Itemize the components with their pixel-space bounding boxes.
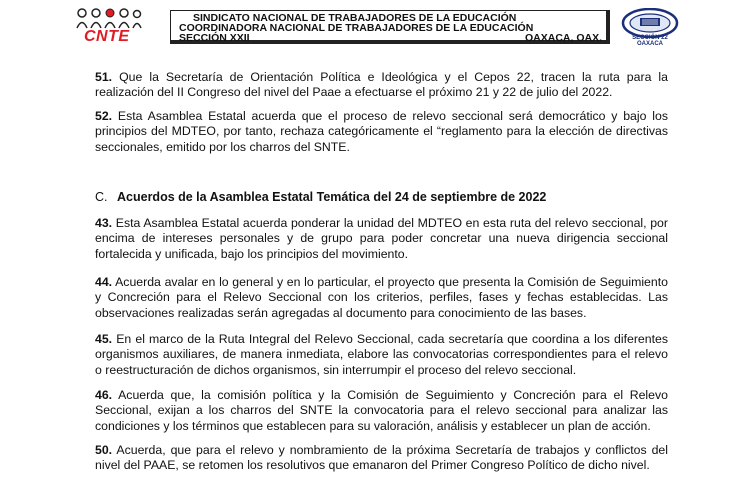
seal-caption: SECCIÓN 22 OAXACA [632,35,668,47]
header-line-2: COORDINADORA NACIONAL DE TRABAJADORES DE LA EDUCACIÓN [179,22,534,34]
agreement-number: 46. [95,388,113,402]
agreement-text: Esta Asamblea Estatal acuerda que el proceso de relevo seccional será democrático y bajo los principios del MDTEO, por tanto, rechaza categóricamente el “reglamento para la elección de directivas seccionales, emitido por los charros del SNTE. [95,109,668,154]
section-heading [95,190,546,204]
agreement-text: Acuerda, que para el relevo y nombramiento de la próxima Secretaría de trabajos y conflictos del nivel del PAAE, se retomen los resolutivos que emanaron del Primer Congreso Político de dicho nivel. [95,443,668,473]
header-line-3-right: OAXACA, OAX. [525,32,603,44]
header-title-box [170,10,610,44]
agreement-text: Esta Asamblea Estatal acuerda ponderar la unidad del MDTEO en esta ruta del relevo seccional, por encima de intereses personales y de grupo para poder concretar una nueva dirigencia seccional fortalecida y unificada, bajo los principios del movimiento. [95,216,668,261]
agreement-number: 52. [95,109,113,123]
section-title: Acuerdos de la Asamblea Estatal Temática del 24 de septiembre de 2022 [117,190,547,204]
agreement-43 [95,216,668,262]
agreement-50 [95,443,668,474]
agreement-number: 43. [95,216,113,230]
agreement-number: 51. [95,70,113,84]
cnte-logo [64,8,152,44]
agreement-number: 45. [95,332,113,346]
cnte-logo-text: CNTE [84,28,130,45]
agreement-45 [95,332,668,378]
agreement-number: 50. [95,443,113,457]
agreement-text: Acuerda avalar en lo general y en lo particular, el proyecto que presenta la Comisión de Seguimiento y Concreción para el Relevo Seccional con los criterios, perfiles, fases y fechas establecidas. Las observaciones realizadas serán agregadas al documento para conocimiento de las bases. [95,275,668,320]
seal-icon [620,8,680,38]
header-line-1: SINDICATO NACIONAL DE TRABAJADORES DE LA EDUCACIÓN [193,12,517,24]
agreement-text: En el marco de la Ruta Integral del Relevo Seccional, cada secretaría que coordina a los diferentes organismos auxiliares, de manera inmediata, elabore las convocatorias correspondientes para el relevo o reestructuración de dichos organismos, sin interrumpir el proceso del relevo seccional. [95,332,668,377]
agreement-text: Acuerda que, la comisión política y la Comisión de Seguimiento y Concreción para el Relevo Seccional, exijan a los charros del SNTE la convocatoria para el relevo seccional para analizar las condiciones y los términos que establecen para su valoración, análisis y establecer un plan de acción. [95,388,668,433]
section-letter: C. [95,190,108,204]
seccion-22-seal [620,8,680,47]
header-line-3-left: SECCIÓN XXII [179,32,250,44]
agreement-51 [95,70,668,101]
agreement-46 [95,388,668,434]
agreement-52 [95,109,668,155]
document-header [60,6,680,46]
agreement-text: Que la Secretaría de Orientación Política e Ideológica y el Cepos 22, tracen la ruta para la realización del II Congreso del nivel del Paae a efectuarse el próximo 21 y 22 de julio del 2022. [95,70,668,100]
agreement-44 [95,275,668,321]
agreement-number: 44. [95,275,113,289]
